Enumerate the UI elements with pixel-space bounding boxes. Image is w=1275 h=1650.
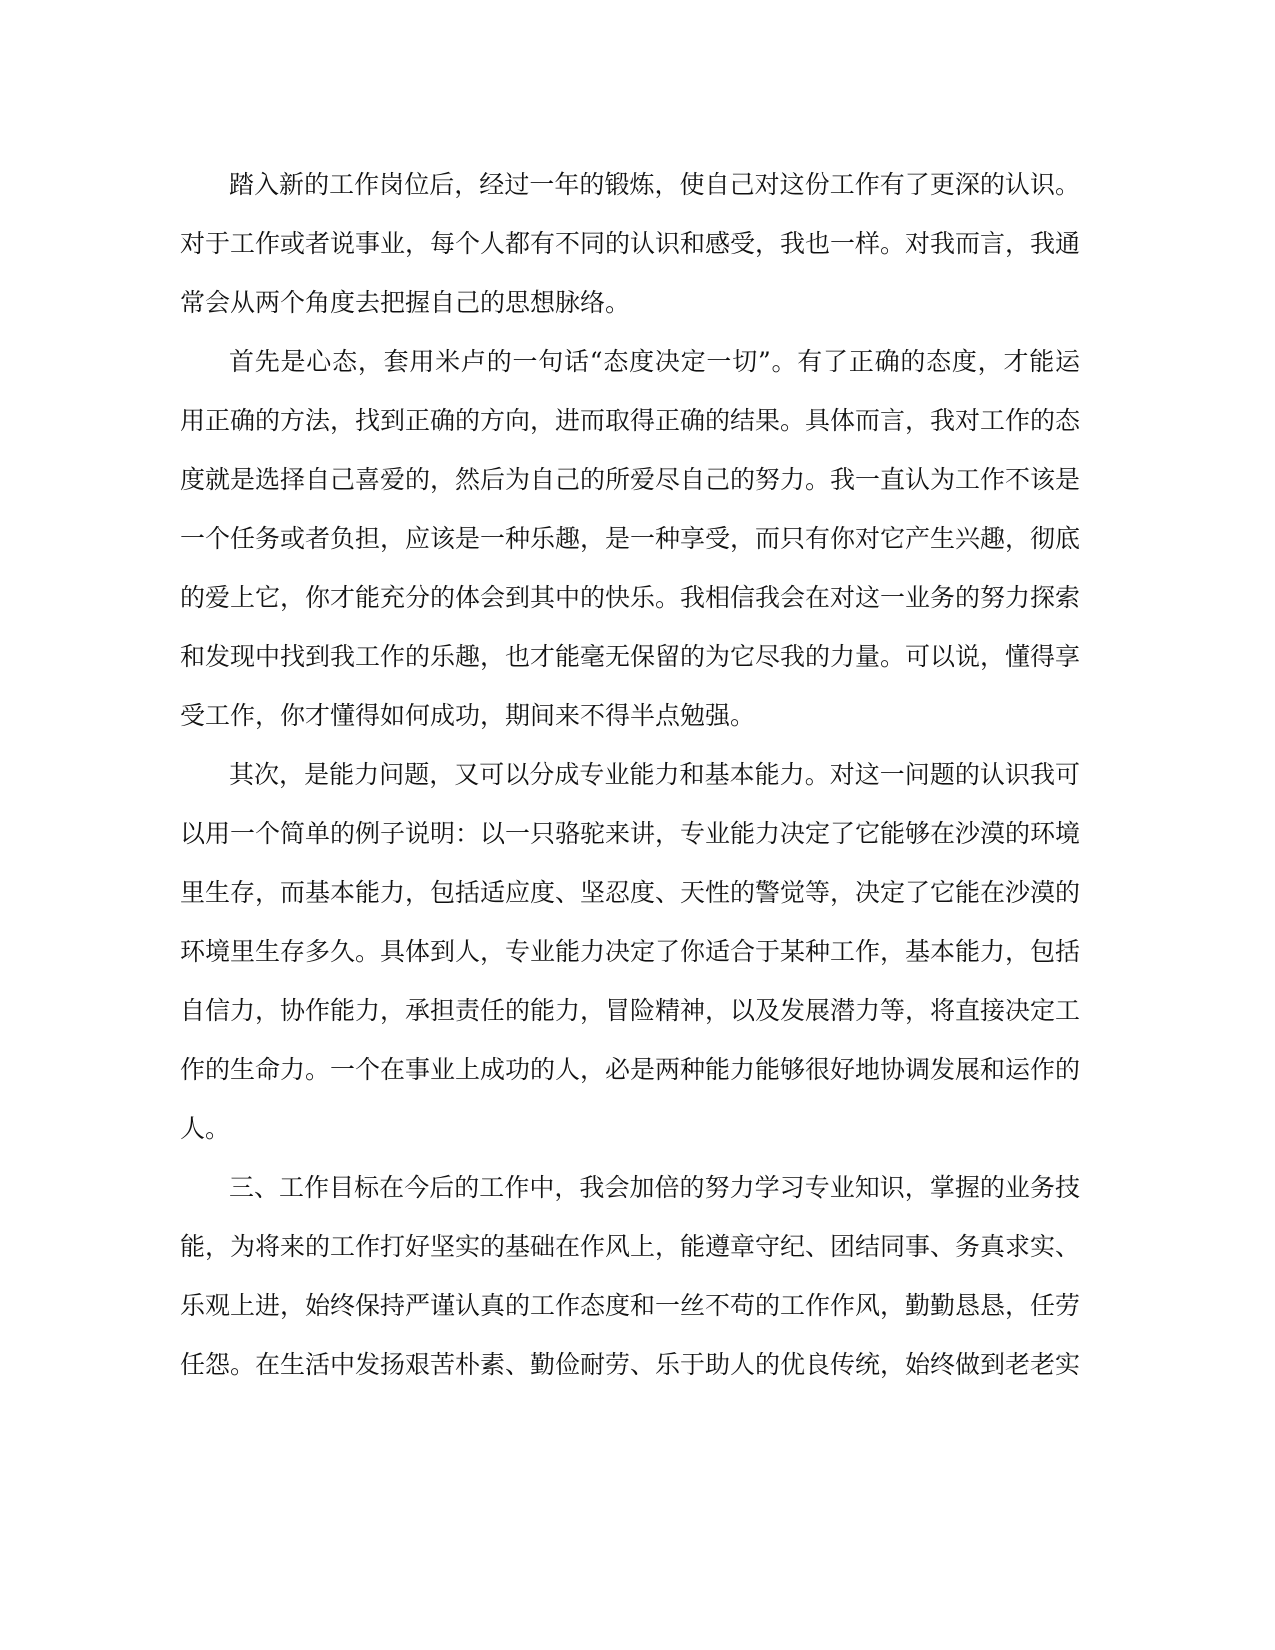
text-line: 人。: [180, 1114, 231, 1143]
text-line: 和发现中找到我工作的乐趣，也才能毫无保留的为它尽我的力量。可以说，懂得享: [180, 642, 1081, 671]
text-line: 环境里生存多久。具体到人，专业能力决定了你适合于某种工作，基本能力，包括: [180, 937, 1081, 966]
text-line: 用正确的方法，找到正确的方向，进而取得正确的结果。具体而言，我对工作的态: [180, 406, 1081, 435]
text-line: 对于工作或者说事业，每个人都有不同的认识和感受，我也一样。对我而言，我通: [180, 229, 1081, 258]
text-line: 自信力，协作能力，承担责任的能力，冒险精神，以及发展潜力等，将直接决定工: [180, 996, 1081, 1025]
text-line: 常会从两个角度去把握自己的思想脉络。: [180, 288, 631, 317]
text-line: 受工作，你才懂得如何成功，期间来不得半点勉强。: [180, 701, 756, 730]
text-line: 的爱上它，你才能充分的体会到其中的快乐。我相信我会在对这一业务的努力探索: [180, 583, 1081, 612]
text-line: 以用一个简单的例子说明：以一只骆驼来讲，专业能力决定了它能够在沙漠的环境: [180, 819, 1081, 848]
text-line: 能，为将来的工作打好坚实的基础在作风上，能遵章守纪、团结同事、务真求实、: [180, 1232, 1081, 1261]
text-line: 里生存，而基本能力，包括适应度、坚忍度、天性的警觉等，决定了它能在沙漠的: [180, 878, 1081, 907]
text-line: 踏入新的工作岗位后，经过一年的锻炼，使自己对这份工作有了更深的认识。: [229, 170, 1080, 199]
text-line: 三、工作目标在今后的工作中，我会加倍的努力学习专业知识，掌握的业务技: [229, 1173, 1080, 1202]
text-line: 其次，是能力问题，又可以分成专业能力和基本能力。对这一问题的认识我可: [229, 760, 1080, 789]
document-body: [180, 155, 1080, 1394]
text-line: 乐观上进，始终保持严谨认真的工作态度和一丝不苟的工作作风，勤勤恳恳，任劳: [180, 1291, 1081, 1320]
text-line: 任怨。在生活中发扬艰苦朴素、勤俭耐劳、乐于助人的优良传统，始终做到老老实: [180, 1350, 1081, 1379]
text-line: 一个任务或者负担，应该是一种乐趣，是一种享受，而只有你对它产生兴趣，彻底: [180, 524, 1081, 553]
text-line: 作的生命力。一个在事业上成功的人，必是两种能力能够很好地协调发展和运作的: [180, 1055, 1081, 1084]
text-line: 度就是选择自己喜爱的，然后为自己的所爱尽自己的努力。我一直认为工作不该是: [180, 465, 1081, 494]
text-line: 首先是心态，套用米卢的一句话“态度决定一切”。有了正确的态度，才能运: [229, 347, 1080, 376]
